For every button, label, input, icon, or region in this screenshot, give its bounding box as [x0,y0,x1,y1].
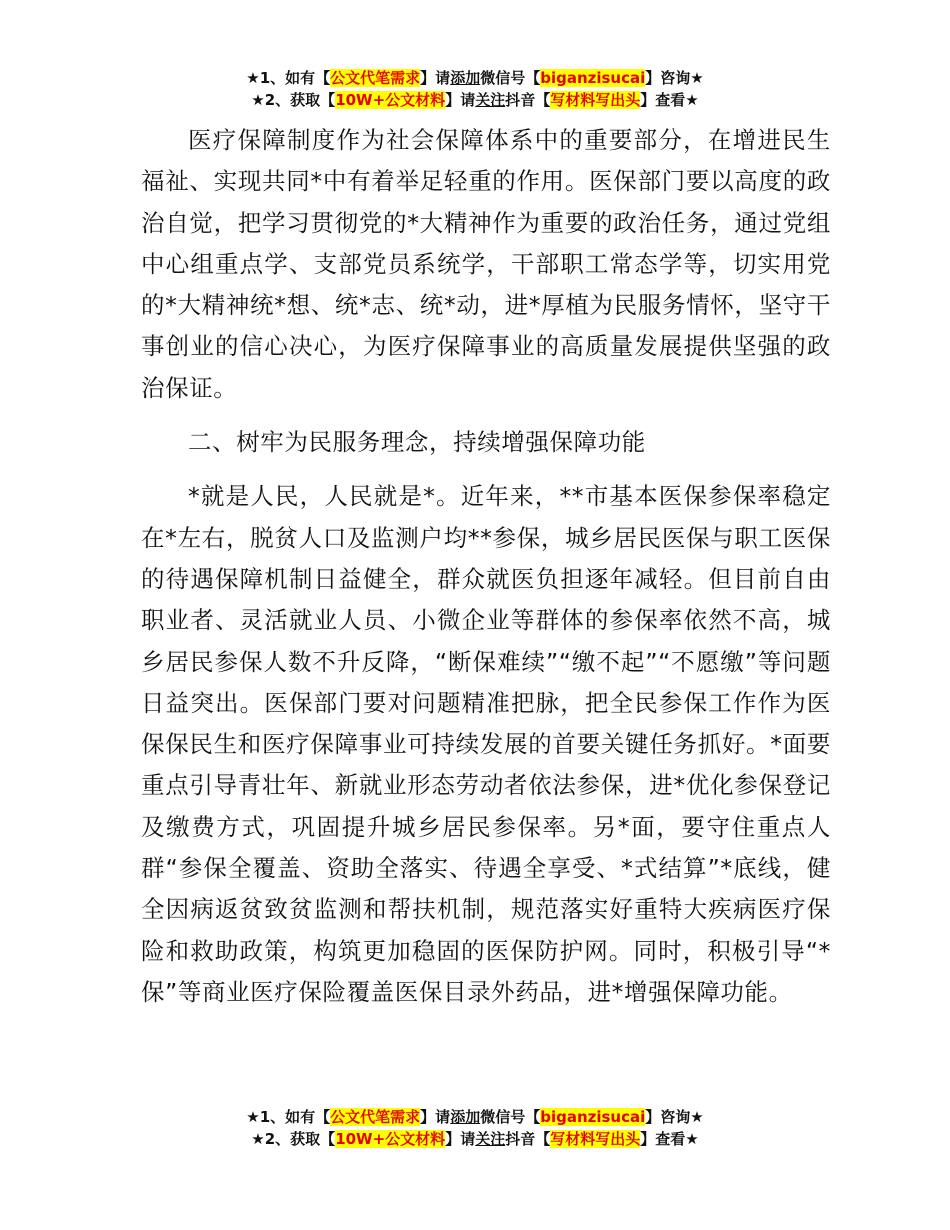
paragraph-insurance-coverage: *就是人民，人民就是*。近年来，**市基本医保参保率稳定在*左右，脱贫人口及监测户均**参保，城乡居民医保与职工医保的待遇保障机制日益健全，群众就医负担逐年减轻。但目前自由职业者、灵活就业人员、小微企业等群体的参保率依然不高，城乡居民参保人数不升反降，“断保难续”“缴不起”“不愿缴”等问题日益突出。医保部门要对问题精准把脉，把全民参保工作作为医保保民生和医疗保障事业可持续发展的首要关键任务抓好。*面要重点引导青壮年、新就业形态劳动者依法参保，进*优化参保登记及缴费方式，巩固提升城乡居民参保率。另*面，要守住重点人群“参保全覆盖、资助全落实、待遇全享受、*式结算”*底线，健全因病返贫致贫监测和帮扶机制，规范落实好重特大疾病医疗保险和救助政策，构筑更加稳固的医保防护网。同时，积极引导“*保”等商业医疗保险覆盖医保目录外药品，进*增强保障功能。 [141,482,831,1006]
paragraph-political-guarantee: 医疗保障制度作为社会保障体系中的重要部分，在增进民生福祉、实现共同*中有着举足轻重的作用。医保部门要以高度的政治自觉，把学习贯彻党的*大精神作为重要的政治任务，通过党组中心组重点学、支部党员系统学，干部职工常态学等，切实用党的*大精神统*想、统*志、统*动，进*厚植为民服务情怀，坚守干事创业的信心决心，为医疗保障事业的高质量发展提供坚强的政治保证。 [141,126,831,402]
banner-highlight-ghostwriting: 公文代笔需求 [330,69,421,87]
banner-line-2: ★2、获取【10W+公文材料】请关注抖音【写材料写出头】查看★ [251,91,699,109]
footer-highlight-douyin-account: 写材料写出头 [550,1130,641,1148]
document-body [141,120,831,1013]
banner-highlight-materials: 10W+公文材料 [335,91,446,109]
banner-highlight-wechat-id: biganzisucai [540,69,646,87]
banner-line-1: ★1、如有【公文代笔需求】请添加微信号【biganzisucai】咨询★ [246,69,704,87]
footer-banner-line-1: ★1、如有【公文代笔需求】请添加微信号【biganzisucai】咨询★ [246,1108,704,1126]
footer-banner [0,1106,950,1150]
footer-highlight-wechat-id: biganzisucai [540,1108,646,1126]
banner-highlight-douyin-account: 写材料写出头 [550,91,641,109]
header-banner [0,67,950,111]
section-heading-2: 二、树牢为民服务理念，持续增强保障功能 [188,428,646,457]
footer-banner-line-2: ★2、获取【10W+公文材料】请关注抖音【写材料写出头】查看★ [251,1130,699,1148]
footer-highlight-ghostwriting: 公文代笔需求 [330,1108,421,1126]
footer-highlight-materials: 10W+公文材料 [335,1130,446,1148]
